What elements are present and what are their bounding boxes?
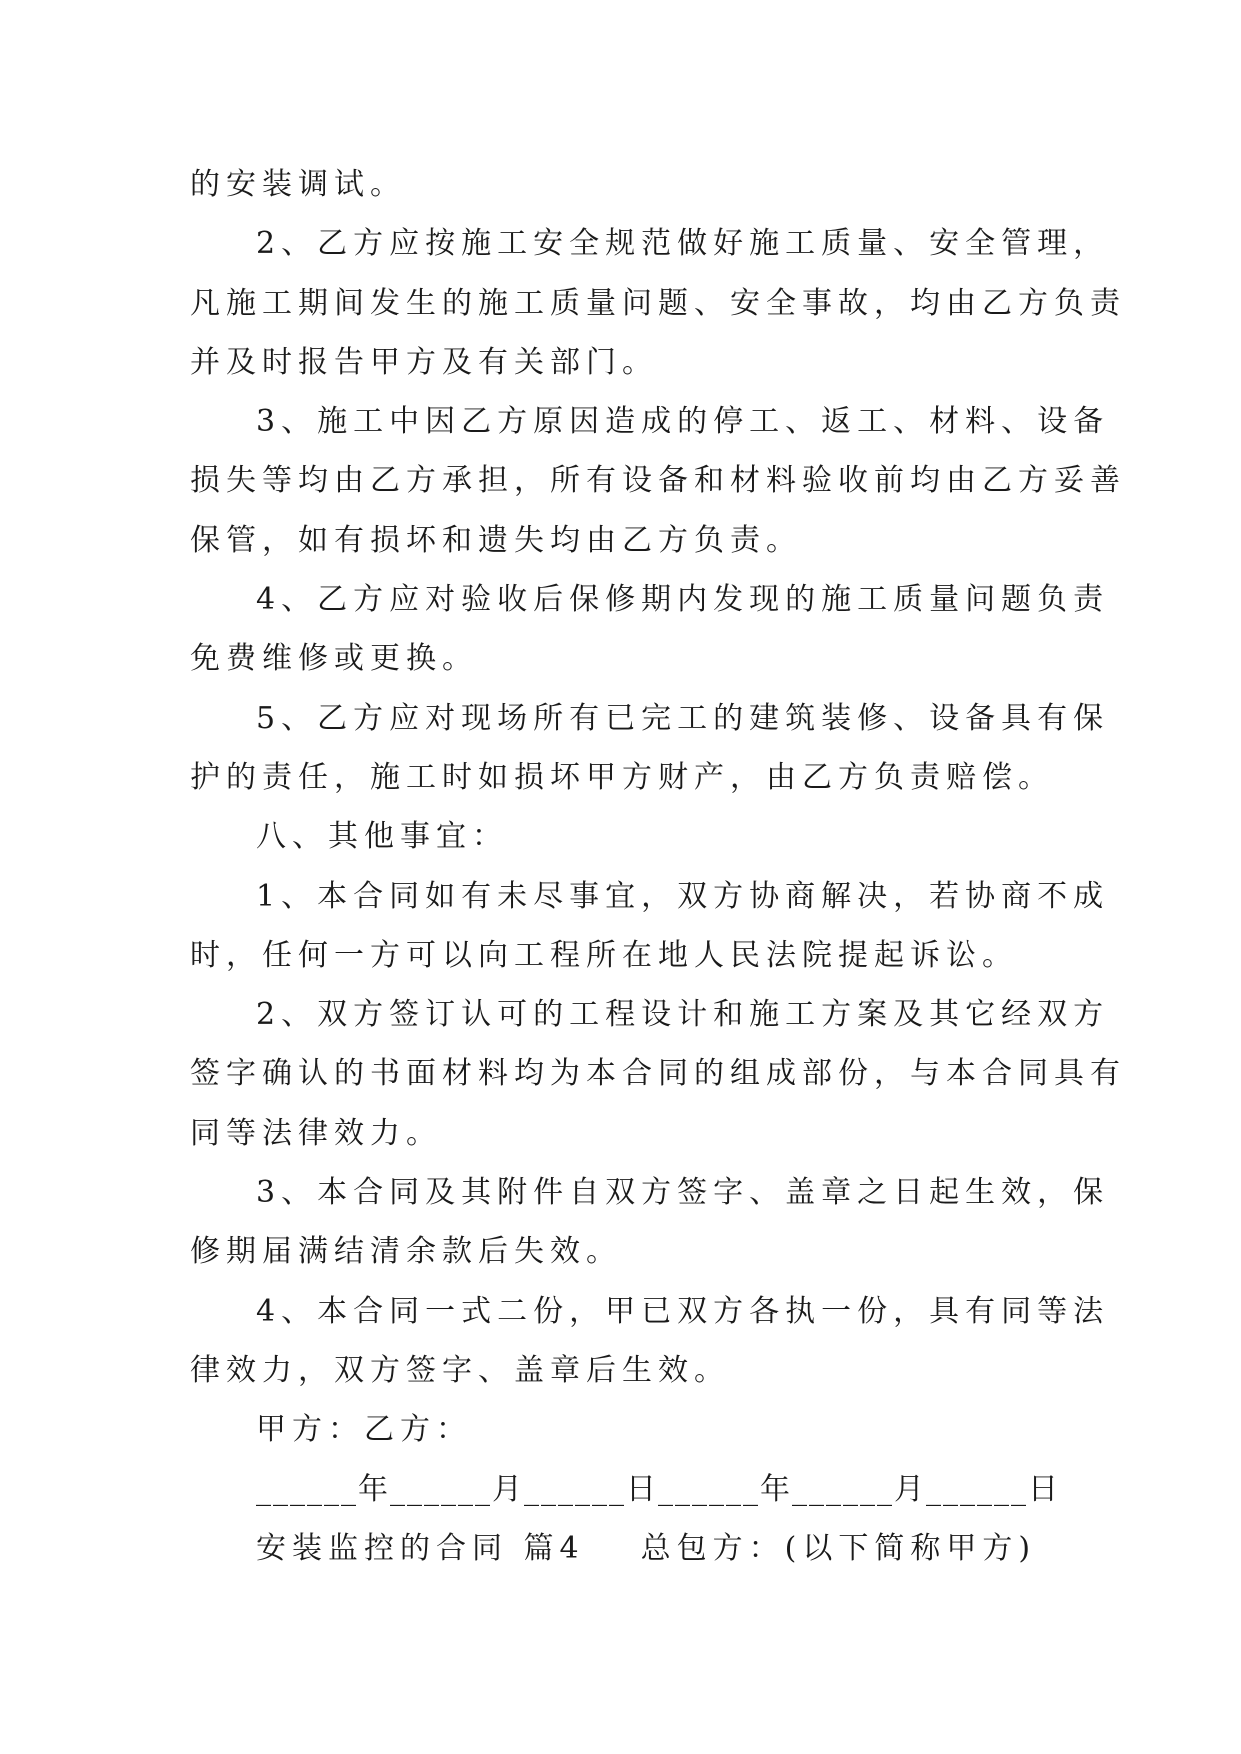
document-line: 八、其他事宜：	[256, 819, 508, 855]
document-line: 修期届满结清余款后失效。	[190, 1234, 622, 1270]
document-line: 甲方：乙方：	[256, 1412, 472, 1448]
general-contractor-label: 总包方：(以下简称甲方)	[640, 1530, 1037, 1566]
document-line: 签字确认的书面材料均为本合同的组成部份，与本合同具有	[190, 1056, 1126, 1092]
document-line: 的安装调试。	[190, 167, 406, 202]
contract-title: 安装监控的合同 篇4	[256, 1530, 585, 1566]
document-line: 护的责任，施工时如损坏甲方财产，由乙方负责赔偿。	[190, 759, 1054, 795]
document-line: 保管，如有损坏和遗失均由乙方负责。	[190, 522, 802, 558]
document-line: 凡施工期间发生的施工质量问题、安全事故，均由乙方负责	[190, 285, 1126, 321]
document-line: 3、本合同及其附件自双方签字、盖章之日起生效，保	[256, 1175, 1110, 1211]
document-line: 同等法律效力。	[190, 1115, 442, 1151]
document-body	[190, 155, 1126, 1460]
document-line: 1、本合同如有未尽事宜，双方协商解决，若协商不成	[256, 878, 1110, 914]
document-line: 2、双方签订认可的工程设计和施工方案及其它经双方	[256, 997, 1110, 1033]
document-line: 5、乙方应对现场所有已完工的建筑装修、设备具有保	[256, 700, 1110, 736]
document-line: 时，任何一方可以向工程所在地人民法院提起诉讼。	[190, 937, 1018, 973]
document-line: 4、本合同一式二份，甲已双方各执一份，具有同等法	[256, 1293, 1110, 1329]
document-line: 2、乙方应按施工安全规范做好施工质量、安全管理，	[256, 226, 1110, 262]
next-contract-heading	[190, 1519, 1060, 1578]
document-line: 律效力，双方签字、盖章后生效。	[190, 1352, 730, 1388]
document-page	[190, 155, 1126, 1578]
document-line: 并及时报告甲方及有关部门。	[190, 344, 658, 380]
document-line: 损失等均由乙方承担，所有设备和材料验收前均由乙方妥善	[190, 463, 1126, 499]
signature-date-line: ______年______月______日______年______月______日	[256, 1471, 1060, 1507]
document-line: 3、施工中因乙方原因造成的停工、返工、材料、设备	[256, 404, 1110, 440]
document-line: 4、乙方应对验收后保修期内发现的施工质量问题负责	[256, 582, 1110, 618]
document-line: 免费维修或更换。	[190, 641, 478, 677]
